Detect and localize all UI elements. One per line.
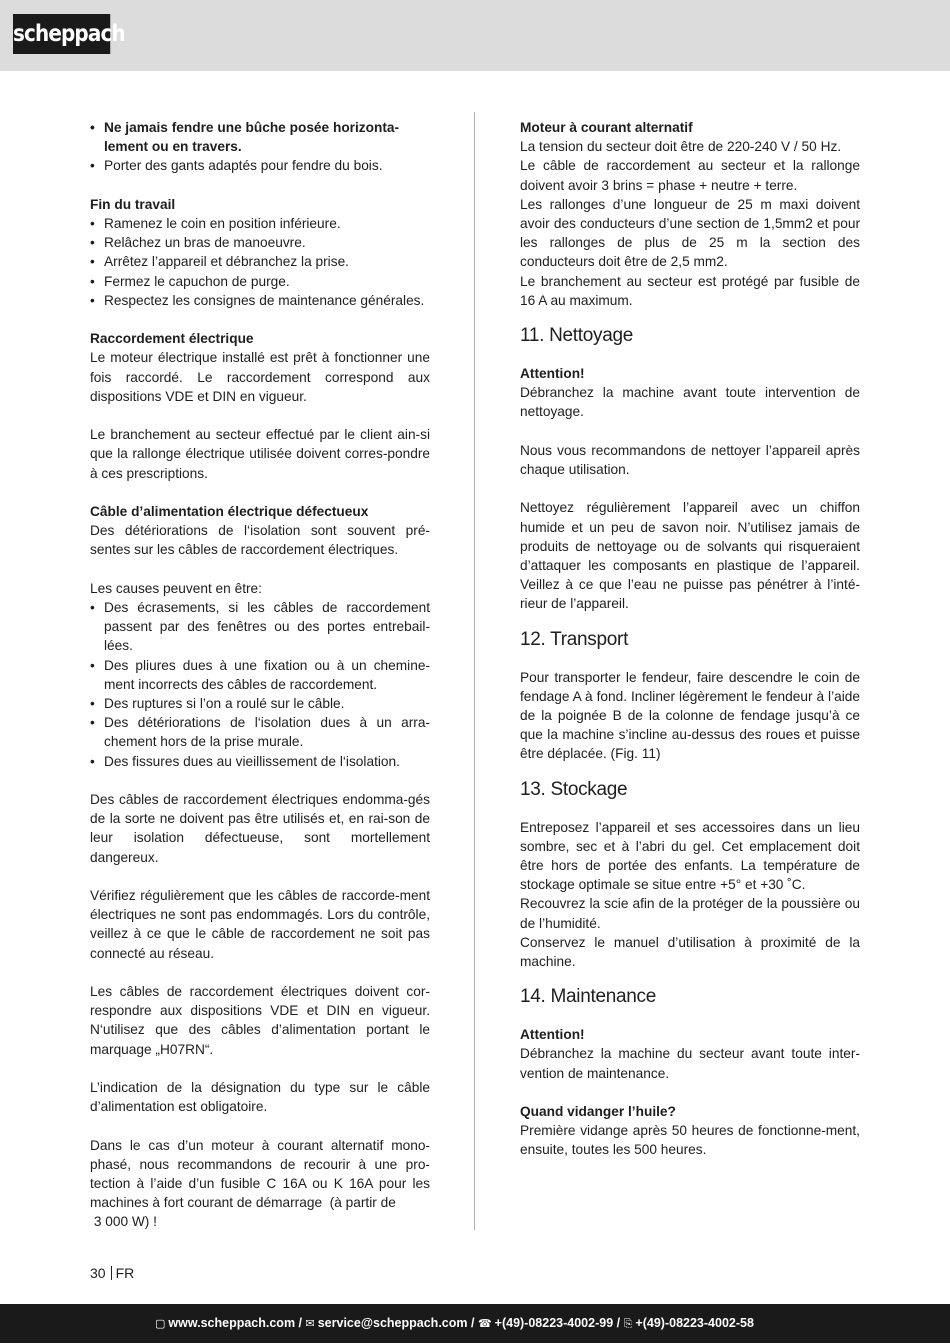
list-item: • Respectez les consignes de maintenance générales. (90, 291, 430, 310)
paragraph-text: Dans le cas d’un moteur à courant alternatif mono-phasé, nous recommandons de recourir à une pro-tection à l’aide d’un fusible C 16A ou K 16A pour les machines à fort courant de démarrage (90, 1137, 430, 1211)
fin-list (90, 214, 430, 310)
section-title-fin: Fin du travail (90, 196, 176, 212)
paragraph: Les rallonges d’une longueur de 25 m maxi doivent avoir des conducteurs d’une section de 1,5mm2 et pour les rallonges de plus de 25 m la section des conducteurs doit être de 2,5 mm2. (520, 196, 860, 270)
page-footer (90, 1264, 134, 1282)
paragraph-text: 3 000 W) ! (93, 1214, 157, 1230)
attention-label: Attention! (520, 366, 585, 382)
paragraph: Nous vous recommandons de nettoyer l’appareil après chaque utilisation. (520, 442, 860, 478)
paragraph: Le branchement au secteur effectué par le client ain-si que la rallonge électrique utilisée doivent corres-pondre à ces prescriptions. (90, 427, 430, 481)
header-bar (0, 0, 950, 71)
paragraph: Le branchement au secteur est protégé par fusible de 16 A au maximum. (520, 273, 860, 308)
list-item: • Des pliures dues à une fixation ou à un chemine-ment incorrects des câbles de raccordement. (90, 656, 430, 694)
phone-icon: ☎ (477, 1318, 492, 1330)
contact-separator: / (298, 1316, 303, 1330)
list-item: • Arrêtez l’appareil et débranchez la prise. (90, 252, 430, 271)
safety-item-line: Ne jamais fendre une bûche posée horizonta- (104, 120, 400, 135)
safety-list (90, 118, 430, 176)
paragraph: Les câbles de raccordement électriques doivent cor-respondre aux dispositions VDE et DIN en vigueur. N‘utilisez que des câbles d’alimentation portant le marquage „H07RN“. (90, 984, 430, 1057)
paragraph (90, 1136, 430, 1213)
paragraph-text: (à partir de (329, 1195, 396, 1211)
paragraph: Débranchez la machine avant toute intervention de nettoyage. (520, 385, 860, 420)
fax-icon: ⎘ (623, 1318, 633, 1330)
list-item: • Relâchez un bras de manoeuvre. (90, 233, 430, 252)
paragraph: Les causes peuvent en être: (90, 580, 262, 596)
paragraph: Nettoyez régulièrement l’appareil avec un chiffon humide et un peu de savon noir. N’utilisez jamais de produits de nettoyage ou de solvants qui risqueraient d’attaquer les composants en plastique de l’appareil. Veillez à ce que l’eau ne puisse pas pénétrer à l’inté-rieur de l’appareil. (520, 500, 860, 612)
column-divider (474, 112, 475, 1230)
right-column (520, 118, 860, 1160)
page-number: 30 (90, 1265, 106, 1281)
heading-transport: 12. Transport (520, 628, 629, 650)
section-title-moteur: Moteur à courant alternatif (520, 120, 693, 135)
contact-separator: / (470, 1316, 475, 1330)
list-item: • Des écrasements, si les câbles de raccordement passent par des fenêtres ou des portes entrebail-lées. (90, 598, 430, 656)
computer-icon: ▢ (155, 1318, 166, 1330)
safety-item-line: lement ou en travers. (104, 139, 242, 155)
section-title-raccordement: Raccordement électrique (90, 331, 254, 347)
section-title-vidange: Quand vidanger l’huile? (520, 1104, 676, 1120)
paragraph: Conservez le manuel d’utilisation à proximité de la machine. (520, 934, 860, 970)
list-item: • Des détériorations de l‘isolation dues à un arra-chement hors de la prise murale. (90, 713, 430, 751)
paragraph: Recouvrez la scie afin de la protéger de la poussière ou de l’humidité. (520, 896, 860, 931)
email-link[interactable]: service@scheppach.com (317, 1316, 468, 1330)
paragraph: Première vidange après 50 heures de fonctionne-ment, ensuite, toutes les 500 heures. (520, 1123, 860, 1158)
causes-list (90, 598, 430, 771)
paragraph: La tension du secteur doit être de 220-240 V / 50 Hz. (520, 139, 842, 155)
paragraph: Le moteur électrique installé est prêt à fonctionner une fois raccordé. Le raccordement correspond aux dispositions VDE et DIN en vigueur. (90, 350, 430, 404)
contact-line (155, 1304, 754, 1344)
paragraph: L’indication de la désignation du type sur le câble d’alimentation est obligatoire. (90, 1080, 430, 1115)
page-separator (111, 1266, 112, 1280)
safety-item: • Porter des gants adaptés pour fendre du bois. (90, 156, 430, 175)
language-code: FR (115, 1265, 135, 1281)
list-item: • Ramenez le coin en position inférieure. (90, 214, 430, 233)
paragraph (90, 1212, 430, 1231)
brand-logo: scheppach (13, 14, 110, 54)
paragraph: Le câble de raccordement au secteur et la rallonge doivent avoir 3 brins = phase + neutre + terre. (520, 158, 860, 193)
contact-separator: / (616, 1316, 621, 1330)
list-item: • Des fissures dues au vieillissement de l‘isolation. (90, 752, 430, 771)
list-item: • Des ruptures si l’on a roulé sur le câble. (90, 694, 430, 713)
left-column (90, 118, 430, 1232)
paragraph: Pour transporter le fendeur, faire descendre le coin de fendage A à fond. Incliner légèrement le fendeur à l’aide de la poignée B de la colonne de fendage jusqu’à ce que la machine s’incline au-dessus des roues et puisse être déplacée. (Fig. 11) (520, 669, 860, 762)
paragraph: Des câbles de raccordement électriques endomma-gés de la sorte ne doivent pas être utilisés et, en rai-son de leur isolation défectueuse, sont mortellement dangereux. (90, 792, 430, 865)
section-title-cable: Câble d’alimentation électrique défectueux (90, 504, 369, 519)
attention-label: Attention! (520, 1027, 585, 1043)
heading-stockage: 13. Stockage (520, 778, 628, 800)
paragraph: Des détériorations de l‘isolation sont souvent pré-sentes sur les câbles de raccordement électriques. (90, 523, 430, 558)
safety-item (90, 118, 430, 156)
paragraph: Débranchez la machine du secteur avant toute inter-vention de maintenance. (520, 1046, 860, 1081)
paragraph: Vérifiez régulièrement que les câbles de raccorde-ment électriques ne sont pas endommagés. Lors du contrôle, veillez à ce que le câble de raccordement ne soit pas connecté au réseau. (90, 888, 430, 961)
website-link[interactable]: www.scheppach.com (168, 1316, 296, 1330)
heading-nettoyage: 11. Nettoyage (520, 325, 633, 347)
heading-maintenance: 14. Maintenance (520, 986, 656, 1008)
list-item: • Fermez le capuchon de purge. (90, 272, 430, 291)
contact-bar (0, 1304, 950, 1343)
fax-number: +(49)-08223-4002-58 (635, 1316, 754, 1330)
phone-number: +(49)-08223-4002-99 (494, 1316, 614, 1330)
paragraph: Entreposez l’appareil et ses accessoires dans un lieu sombre, sec et à l’abri du gel. Cet emplacement doit être hors de portée des enfants. La température de stockage optimale se situe entre +5° et +30 ˚C. (520, 819, 860, 893)
mail-icon: ✉ (305, 1318, 315, 1330)
